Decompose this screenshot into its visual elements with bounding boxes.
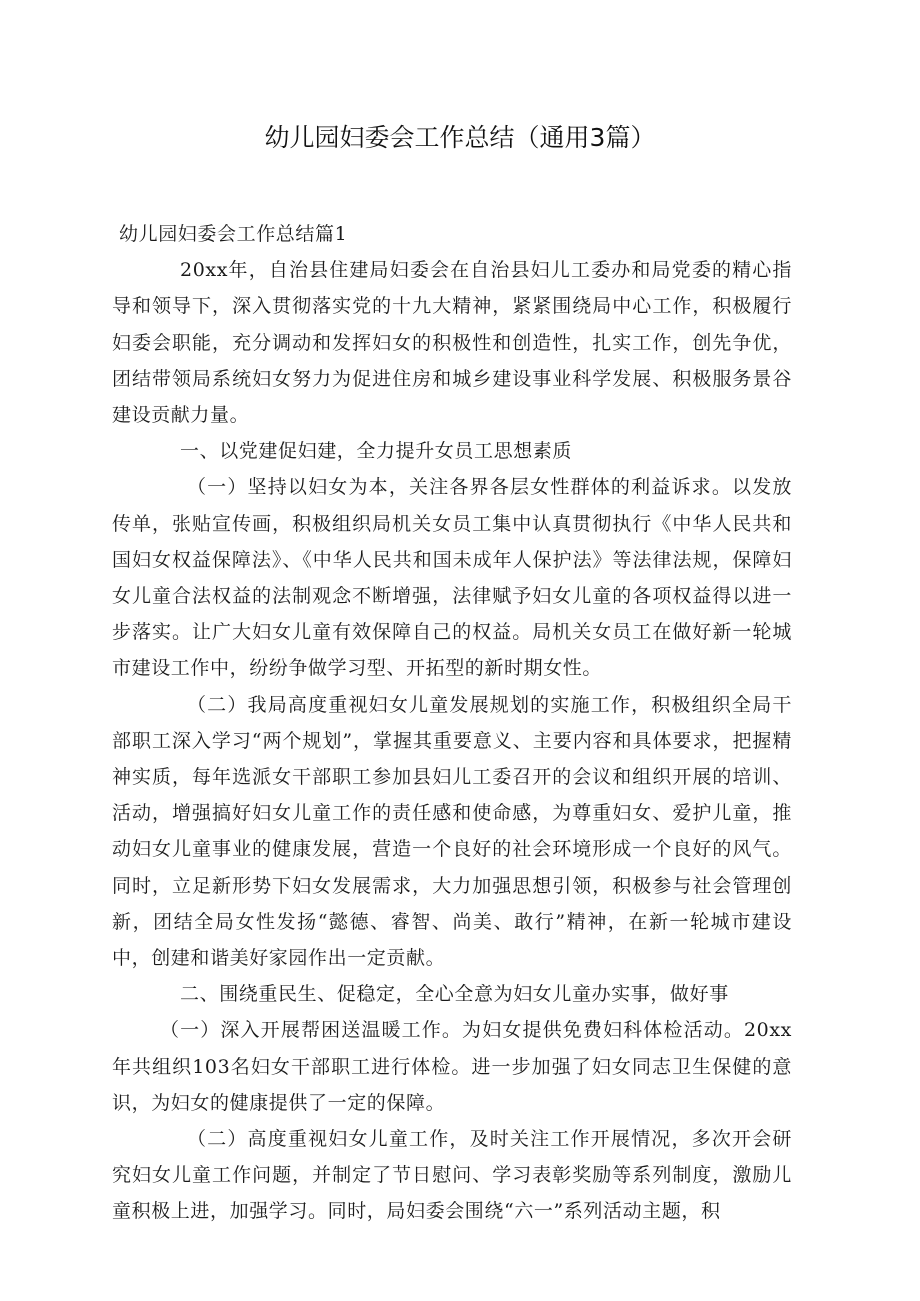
- section-heading-1: 一、以党建促妇建，全力提升女员工思想素质: [180, 440, 573, 463]
- document-title: 幼儿园妇委会工作总结（通用3篇）: [264, 123, 656, 152]
- paragraph-1-2: （二）我局高度重视妇女儿童发展规划的实施工作，积极组织全局干部职工深入学习“两个规划”，掌握其重要意义、主要内容和具体要求，把握精神实质，每年选派女干部职工参加县妇儿工委召开的会议和组织开展的培训、活动，增强搞好妇女儿童工作的责任感和使命感，为尊重妇女、爱护儿童，推动妇女儿童事业的健康发展，营造一个良好的社会环境形成一个良好的风气。同时，立足新形势下妇女发展需求，大力加强思想引领，积极参与社会管理创新，团结全局女性发扬“懿德、睿智、尚美、敢行”精神，在新一轮城市建设中，创建和谐美好家园作出一定贡献。: [112, 693, 792, 970]
- paragraph-2-1: （一）深入开展帮困送温暖工作。为妇女提供免费妇科体检活动。20xx年共组织103名妇女干部职工进行体检。进一步加强了妇女同志卫生保健的意识，为妇女的健康提供了一定的保障。: [112, 1019, 792, 1114]
- article-subtitle: 幼儿园妇委会工作总结篇1: [119, 223, 348, 245]
- document-body: [112, 216, 792, 1230]
- paragraph-intro: 20xx年，自治县住建局妇委会在自治县妇儿工委办和局党委的精心指导和领导下，深入贯彻落实党的十九大精神，紧紧围绕局中心工作，积极履行妇委会职能，充分调动和发挥妇女的积极性和创造性，扎实工作，创先争优，团结带领局系统妇女努力为促进住房和城乡建设事业科学发展、积极服务景谷建设贡献力量。: [112, 259, 792, 427]
- section-heading-2: 二、围绕重民生、促稳定，全心全意为妇女儿童办实事，做好事: [180, 983, 729, 1006]
- paragraph-1-1: （一）坚持以妇女为本，关注各界各层女性群体的利益诉求。以发放传单，张贴宣传画，积极组织局机关女员工集中认真贯彻执行《中华人民共和国妇女权益保障法》、《中华人民共和国未成年人保护法》等法律法规，保障妇女儿童合法权益的法制观念不断增强，法律赋予妇女儿童的各项权益得以进一步落实。让广大妇女儿童有效保障自己的权益。局机关女员工在做好新一轮城市建设工作中，纷纷争做学习型、开拓型的新时期女性。: [112, 476, 792, 680]
- paragraph-2-2: （二）高度重视妇女儿童工作，及时关注工作开展情况，多次开会研究妇女儿童工作问题，并制定了节日慰问、学习表彰奖励等系列制度，激励儿童积极上进，加强学习。同时，局妇委会围绕“六一”系列活动主题，积: [112, 1128, 792, 1223]
